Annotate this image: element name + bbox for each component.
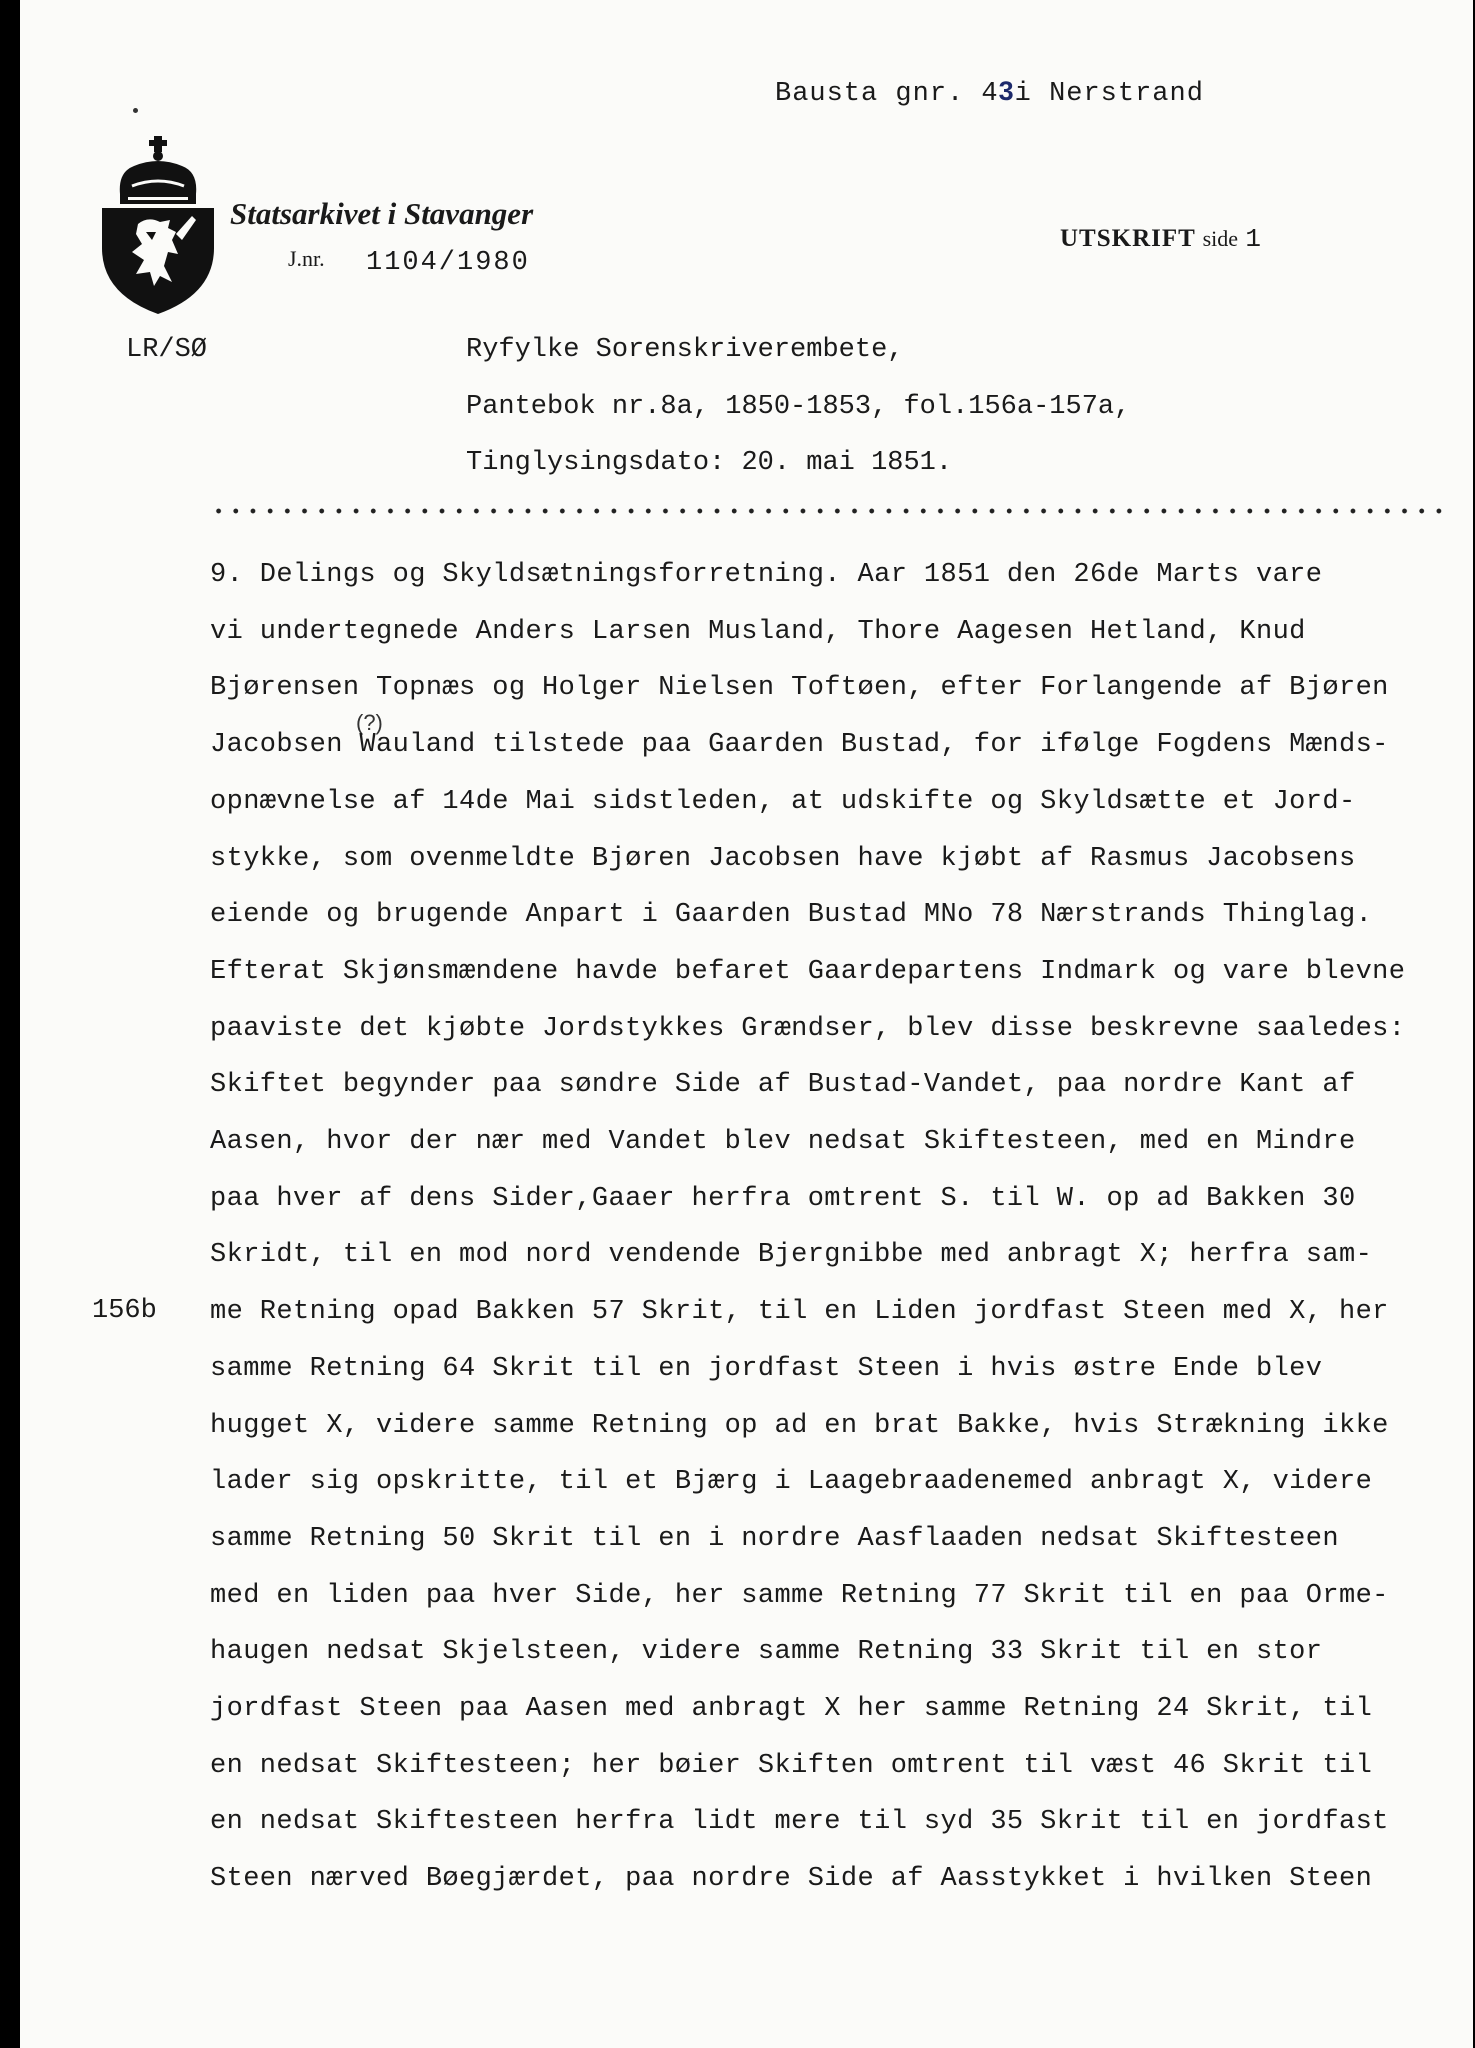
body-line: Aasen, hvor der nær med Vandet blev nedsat Skiftesteen, med en Mindre: [210, 1127, 1356, 1157]
body-line: Skridt, til en mod nord vendende Bjergnibbe med anbragt X; herfra sam-: [210, 1240, 1373, 1271]
author-initials: LR/SØ: [126, 335, 208, 365]
body-line: en nedsat Skiftesteen herfra lidt mere til syd 35 Skrit til en jordfast: [210, 1807, 1389, 1838]
reference-suffix: i Nerstrand: [1014, 79, 1204, 109]
reference-line: [775, 76, 1204, 109]
body-line: opnævnelse af 14de Mai sidstleden, at udskifte og Skyldsætte et Jord-: [210, 786, 1356, 817]
body-line: me Retning opad Bakken 57 Skrit, til en Liden jordfast Steen med X, her: [210, 1297, 1389, 1328]
transcript-page-number: 1: [1245, 224, 1261, 254]
transcript-page-label: [1060, 224, 1261, 254]
body-line: Bjørensen Topnæs og Holger Nielsen Toftøen, efter Forlangende af Bjøren: [210, 673, 1389, 704]
body-line: hugget X, videre samme Retning op ad en brat Bakke, hvis Strækning ikke: [210, 1410, 1389, 1441]
handwritten-question-mark: (?): [356, 710, 383, 735]
dotted-separator: [210, 505, 1450, 517]
body-line: samme Retning 50 Skrit til en i nordre Aasflaaden nedsat Skiftesteen: [210, 1523, 1339, 1554]
body-line: Skiftet begynder paa søndre Side af Bustad-Vandet, paa nordre Kant af: [210, 1070, 1356, 1101]
body-line: paa hver af dens Sider,Gaaer herfra omtrent S. til W. op ad Bakken 30: [210, 1183, 1356, 1214]
reference-prefix: Bausta gnr. 4: [775, 79, 999, 109]
body-line: haugen nedsat Skjelsteen, videre samme Retning 33 Skrit til en stor: [210, 1637, 1323, 1668]
body-line: paaviste det kjøbte Jordstykkes Grændser, blev disse beskrevne saaledes:: [210, 1013, 1406, 1044]
transcript-label: UTSKRIFT: [1060, 225, 1196, 252]
body-line: med en liden paa hver Side, her samme Retning 77 Skrit til en paa Orme-: [210, 1580, 1389, 1611]
transcript-side-label: side: [1202, 226, 1239, 251]
margin-folio-note: 156b: [92, 1296, 157, 1326]
stray-mark: [133, 108, 138, 113]
body-line: 9. Delings og Skyldsætningsforretning. Aar 1851 den 26de Marts vare: [210, 560, 1323, 590]
body-line: Jacobsen Wauland tilstede paa Gaarden Bustad, for ifølge Fogdens Mænds-: [210, 730, 1389, 761]
document-page: [2, 0, 1473, 2048]
source-line-3: Tinglysingsdato: 20. mai 1851.: [466, 448, 953, 478]
body-line: Steen nærved Bøegjærdet, paa nordre Side af Aasstykket i hvilken Steen: [210, 1864, 1373, 1895]
body-line: lader sig opskritte, til et Bjærg i Laagebraadenemed anbragt X, videre: [210, 1467, 1373, 1498]
body-line: jordfast Steen paa Aasen med anbragt X her samme Retning 24 Skrit, til: [210, 1694, 1373, 1724]
archive-office-name: Statsarkivet i Stavanger: [230, 196, 534, 231]
norwegian-coat-of-arms-icon: [98, 136, 218, 316]
body-line: Efterat Skjønsmændene havde befaret Gaardepartens Indmark og vare blevne: [210, 956, 1406, 987]
body-line: samme Retning 64 Skrit til en jordfast Steen i hvis østre Ende blev: [210, 1353, 1323, 1384]
reference-handwritten-digit: 3: [998, 76, 1015, 106]
body-line: stykke, som ovenmeldte Bjøren Jacobsen have kjøbt af Rasmus Jacobsens: [210, 843, 1356, 874]
source-line-2: Pantebok nr.8a, 1850-1853, fol.156a-157a,: [466, 392, 1131, 422]
body-line: vi undertegnede Anders Larsen Musland, Thore Aagesen Hetland, Knud: [210, 616, 1306, 647]
body-line: eiende og brugende Anpart i Gaarden Bustad MNo 78 Nærstrands Thinglag.: [210, 900, 1373, 931]
journal-number-label: J.nr.: [288, 246, 325, 271]
journal-number-value: 1104/1980: [366, 248, 530, 278]
body-line: en nedsat Skiftesteen; her bøier Skiften omtrent til væst 46 Skrit til: [210, 1750, 1373, 1781]
source-line-1: Ryfylke Sorenskriverembete,: [466, 335, 904, 365]
